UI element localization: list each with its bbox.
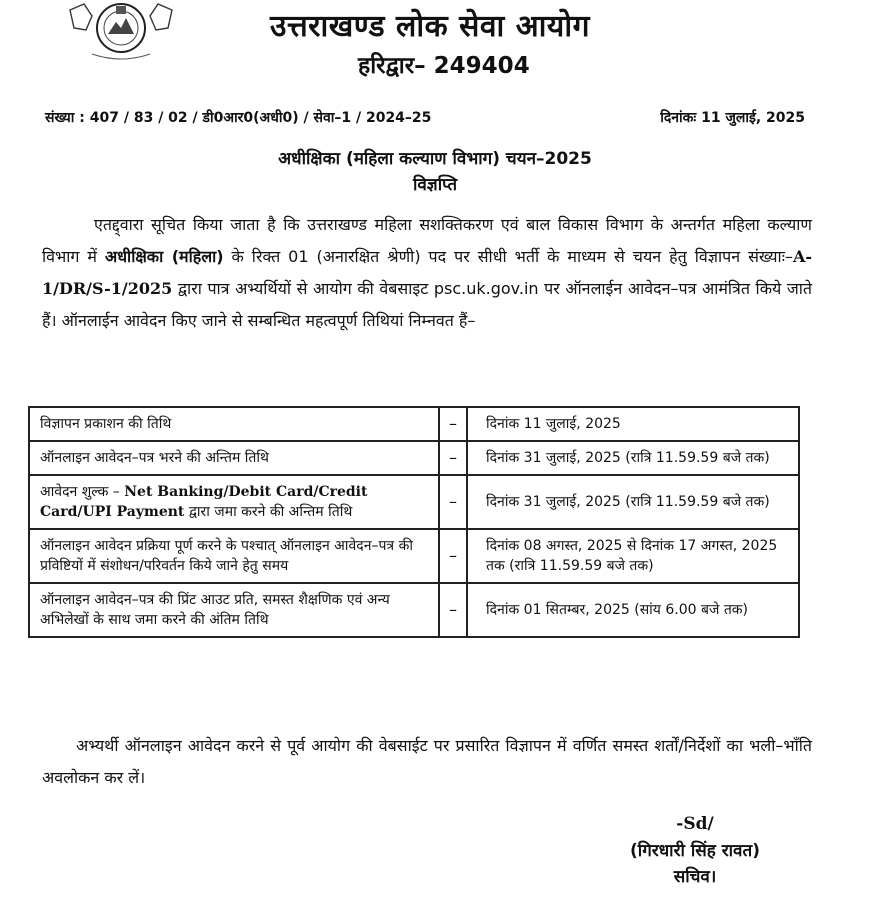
separator: –: [439, 407, 467, 441]
signatory-name: (गिरधारी सिंह रावत): [630, 841, 760, 861]
website-link[interactable]: psc.uk.gov.in: [433, 279, 539, 298]
table-row: [29, 441, 799, 475]
issue-date: दिनांकः 11 जुलाई, 2025: [660, 110, 805, 126]
signatory-designation: सचिव।: [673, 867, 717, 887]
advertisement-number: A-1/DR/S-1/2025: [42, 247, 812, 298]
separator: –: [439, 441, 467, 475]
instruction-note: अभ्यर्थी ऑनलाइन आवेदन करने से पूर्व आयोग की वेबसाईट पर प्रसारित विज्ञापन में वर्णित समस्त शर्तों/निर्देशों का भली–भाँति अवलोकन कर लें।: [42, 736, 812, 787]
organization-address: हरिद्वार– 249404: [358, 53, 530, 79]
date-value: दिनांक 31 जुलाई, 2025 (रात्रि 11.59.59 बजे तक): [467, 441, 799, 475]
organization-name: उत्तराखण्ड लोक सेवा आयोग: [270, 9, 590, 44]
table-row: [29, 407, 799, 441]
date-label: विज्ञापन प्रकाशन की तिथि: [29, 407, 439, 441]
table-row: [29, 475, 799, 529]
date-value: दिनांक 08 अगस्त, 2025 से दिनांक 17 अगस्त, 2025 तक (रात्रि 11.59.59 बजे तक): [467, 529, 799, 583]
reference-number: संख्या : 407 / 83 / 02 / डी0आर0(अधी0) / सेवा–1 / 2024–25: [45, 110, 432, 126]
commission-emblem-icon: [62, 0, 180, 62]
date-label: ऑनलाइन आवेदन प्रक्रिया पूर्ण करने के पश्चात् ऑनलाइन आवेदन–पत्र की प्रविष्टियों में संशोधन/परिवर्तन किये जाने हेतु समय: [29, 529, 439, 583]
date-label: ऑनलाइन आवेदन–पत्र भरने की अन्तिम तिथि: [29, 441, 439, 475]
notice-heading: विज्ञप्ति: [412, 175, 458, 195]
separator: –: [439, 583, 467, 637]
table-row: [29, 529, 799, 583]
intro-paragraph: एतद्द्वारा सूचित किया जाता है कि उत्तराखण्ड महिला सशक्तिकरण एवं बाल विकास विभाग के अन्तर्गत महिला कल्याण विभाग में अधीक्षिका (महिला) के रिक्त 01 (अनारक्षित श्रेणी) पद पर सीधी भर्ती के माध्यम से चयन हेतु विज्ञापन संख्याः–A-1/DR/S-1/2025 द्वारा पात्र अभ्यर्थियों से आयोग की वेबसाइट psc.uk.gov.in पर ऑनलाईन आवेदन–पत्र आमंत्रित किये जाते हैं। ऑनलाईन आवेदन किए जाने से सम्बन्धित महत्वपूर्ण तिथियां निम्नवत हैं–: [42, 215, 812, 330]
signature-mark: -Sd/: [676, 814, 714, 834]
separator: –: [439, 475, 467, 529]
table-row: [29, 583, 799, 637]
date-label: ऑनलाइन आवेदन–पत्र की प्रिंट आउट प्रति, समस्त शैक्षणिक एवं अन्य अभिलेखों के साथ जमा करने की अंतिम तिथि: [29, 583, 439, 637]
date-value: दिनांक 31 जुलाई, 2025 (रात्रि 11.59.59 बजे तक): [467, 475, 799, 529]
date-value: दिनांक 01 सितम्बर, 2025 (सांय 6.00 बजे तक): [467, 583, 799, 637]
date-label: आवेदन शुल्क – Net Banking/Debit Card/Credit Card/UPI Payment द्वारा जमा करने की अन्तिम तिथि: [29, 475, 439, 529]
separator: –: [439, 529, 467, 583]
important-dates-table: [28, 406, 800, 638]
post-name: अधीक्षिका (महिला): [104, 247, 224, 266]
subject-title: अधीक्षिका (महिला कल्याण विभाग) चयन–2025: [278, 149, 592, 169]
reference-line: [45, 108, 805, 127]
date-value: दिनांक 11 जुलाई, 2025: [467, 407, 799, 441]
